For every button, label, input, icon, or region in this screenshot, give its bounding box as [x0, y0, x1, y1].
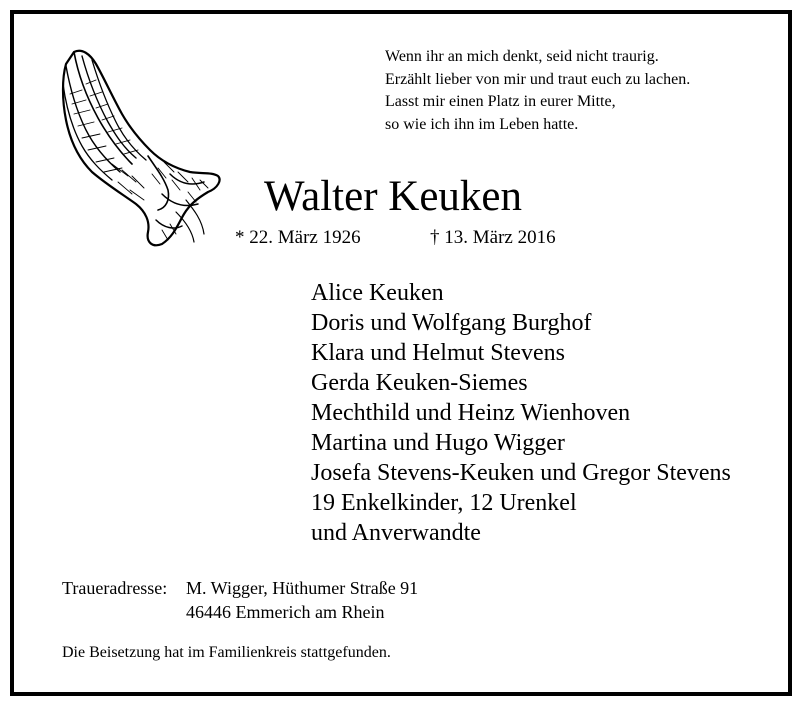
burial-note: Die Beisetzung hat im Familienkreis stattgefunden. — [62, 644, 391, 661]
birth-date: * 22. März 1926 — [235, 227, 361, 248]
poem-line: Erzählt lieber von mir und traut euch zu lachen. — [385, 70, 691, 88]
mourner-item: Mechthild und Heinz Wienhoven — [311, 400, 631, 426]
praying-hands-icon — [52, 44, 228, 254]
mourner-item: Klara und Helmut Stevens — [311, 340, 565, 366]
mourner-item: Gerda Keuken-Siemes — [311, 370, 528, 396]
address-line-2: 46446 Emmerich am Rhein — [186, 602, 385, 622]
poem-line: Lasst mir einen Platz in eurer Mitte, — [385, 93, 616, 110]
mourners-list — [311, 278, 731, 548]
mourner-item: Doris und Wolfgang Burghof — [311, 310, 592, 336]
mourner-item: Alice Keuken — [311, 280, 444, 306]
address-line-1: M. Wigger, Hüthumer Straße 91 — [186, 578, 419, 598]
death-date: † 13. März 2016 — [430, 227, 556, 248]
address-label: Traueradresse: — [62, 578, 168, 598]
deceased-name: Walter Keuken — [264, 173, 522, 220]
mourner-item: 19 Enkelkinder, 12 Urenkel — [311, 490, 577, 516]
mourner-item: Martina und Hugo Wigger — [311, 430, 565, 456]
poem-line: Wenn ihr an mich denkt, seid nicht traurig. — [385, 48, 659, 65]
mourner-item: Josefa Stevens-Keuken und Gregor Stevens — [311, 460, 731, 486]
poem — [385, 46, 690, 136]
mourner-item: und Anverwandte — [311, 520, 481, 546]
poem-line: so wie ich ihn im Leben hatte. — [385, 115, 579, 133]
